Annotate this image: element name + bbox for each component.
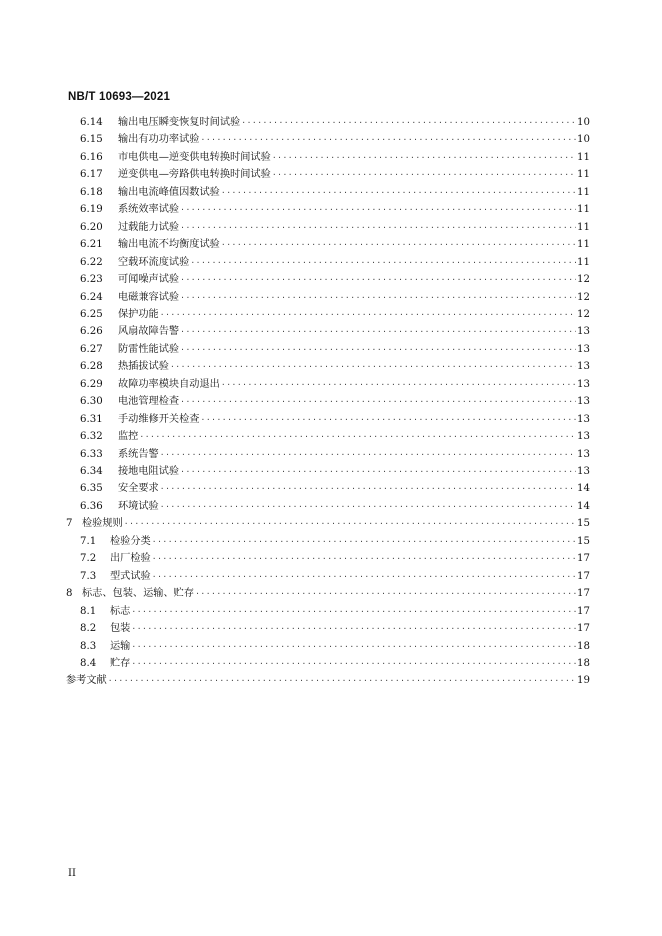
toc-entry-title: 空载环流度试验	[118, 256, 190, 268]
toc-entry-title: 出厂检验	[110, 553, 151, 565]
toc-entry[interactable]	[80, 533, 590, 550]
toc-entry-title: 电磁兼容试验	[118, 291, 180, 303]
toc-entry-page: 11	[577, 204, 590, 216]
toc-entry-number: 6.28	[80, 361, 103, 373]
toc-entry-page: 17	[577, 570, 590, 582]
toc-entry-title: 接地电阻试验	[118, 466, 180, 477]
toc-entry-number: 6.19	[80, 204, 103, 216]
toc-entry-number: 6.32	[80, 431, 103, 443]
toc-entry-page: 14	[577, 483, 590, 495]
toc-dot-leader	[201, 131, 577, 148]
toc-entry-page: 14	[577, 500, 590, 512]
toc-entry[interactable]	[66, 515, 590, 532]
toc-dot-leader	[160, 446, 576, 463]
toc-entry-title: 输出电流不均衡度试验	[118, 239, 220, 251]
toc-entry-page: 13	[577, 448, 590, 460]
toc-entry[interactable]	[80, 411, 590, 428]
toc-entry-title: 电池管理检查	[118, 396, 180, 408]
toc-entry[interactable]	[80, 603, 590, 620]
toc-dot-leader	[160, 480, 576, 497]
toc-entry-page: 11	[577, 169, 590, 181]
toc-entry-title: 输出电流峰值因数试验	[118, 186, 220, 198]
toc-entry-page: 11	[577, 186, 590, 198]
toc-entry-page: 15	[577, 535, 590, 547]
toc-entry-page: 10	[577, 134, 590, 146]
toc-entry[interactable]	[80, 358, 590, 375]
toc-entry[interactable]	[80, 341, 590, 358]
toc-dot-leader	[180, 289, 576, 306]
toc-dot-leader	[180, 341, 576, 358]
toc-entry-page: 12	[577, 291, 590, 303]
toc-dot-leader	[180, 323, 576, 340]
toc-entry-number: 6.16	[80, 151, 103, 163]
toc-dot-leader	[180, 271, 576, 288]
toc-dot-leader	[124, 515, 576, 532]
toc-dot-leader	[131, 655, 576, 672]
toc-entry-page: 17	[577, 605, 590, 617]
standard-code: NB/T 10693—2021	[68, 91, 171, 103]
toc-entry-title: 参考文献	[66, 675, 107, 687]
toc-entry-number: 8.2	[80, 623, 97, 635]
toc-entry-page: 12	[577, 274, 590, 286]
toc-entry-title: 运输	[110, 640, 131, 652]
toc-entry-page: 13	[577, 378, 590, 390]
toc-dot-leader	[160, 306, 576, 323]
toc-entry-number: 6.35	[80, 483, 103, 495]
toc-entry[interactable]	[80, 620, 590, 637]
toc-entry-title: 标志	[110, 605, 131, 617]
toc-entry-title: 安全要求	[118, 483, 159, 495]
toc-entry-number: 8.3	[80, 640, 97, 652]
toc-entry[interactable]	[80, 201, 590, 218]
toc-entry-title: 系统告警	[118, 448, 159, 460]
toc-entry[interactable]	[80, 376, 590, 393]
toc-dot-leader	[272, 166, 576, 183]
toc-dot-leader	[131, 638, 576, 655]
toc-dot-leader	[139, 428, 576, 445]
toc-entry[interactable]	[66, 672, 590, 689]
toc-entry-title: 故障功率模块自动退出	[118, 378, 220, 390]
toc-entry[interactable]	[66, 585, 590, 602]
toc-entry[interactable]	[80, 323, 590, 340]
toc-entry-page: 13	[577, 431, 590, 443]
toc-entry-title: 监控	[118, 431, 139, 443]
toc-entry-title: 逆变供电—旁路供电转换时间试验	[118, 169, 271, 181]
toc-entry[interactable]	[80, 568, 590, 585]
toc-entry-number: 6.29	[80, 378, 103, 390]
toc-entry-number: 8.1	[80, 605, 97, 617]
toc-entry-page: 17	[577, 623, 590, 635]
toc-dot-leader	[221, 184, 576, 201]
page-number: II	[68, 868, 76, 879]
toc-entry-number: 6.22	[80, 256, 103, 268]
toc-entry-page: 12	[577, 308, 590, 320]
toc-entry-title: 手动维修开关检查	[118, 413, 200, 425]
toc-entry-number: 6.14	[80, 117, 103, 128]
toc-entry-number: 6.30	[80, 396, 103, 408]
toc-entry-title: 检验分类	[110, 535, 151, 547]
toc-dot-leader	[201, 411, 577, 428]
toc-dot-leader	[152, 568, 576, 585]
toc-entry[interactable]	[80, 550, 590, 567]
toc-entry-title: 可闻噪声试验	[118, 274, 180, 286]
toc-entry[interactable]	[80, 463, 590, 480]
toc-entry-page: 10	[577, 117, 590, 128]
toc-dot-leader	[180, 201, 576, 218]
toc-dot-leader	[152, 533, 576, 550]
toc-entry-page: 19	[577, 675, 590, 687]
toc-entry[interactable]	[80, 446, 590, 463]
toc-entry-number: 7.1	[80, 535, 97, 547]
toc-entry-number: 6.25	[80, 308, 103, 320]
toc-dot-leader	[195, 585, 576, 602]
toc-entry-page: 11	[577, 256, 590, 268]
toc-dot-leader	[180, 219, 576, 236]
toc-entry-title: 标志、包装、运输、贮存	[82, 588, 195, 600]
toc-entry-title: 热插拔试验	[118, 361, 169, 373]
toc-entry[interactable]	[80, 149, 590, 166]
toc-entry-title: 输出有功功率试验	[118, 134, 200, 146]
toc-entry-number: 6.24	[80, 291, 103, 303]
toc-entry-title: 型式试验	[110, 570, 151, 582]
toc-dot-leader	[272, 149, 576, 166]
toc-entry[interactable]	[80, 166, 590, 183]
toc-entry-title: 风扇故障告警	[118, 326, 180, 338]
toc-entry-number: 8	[66, 588, 73, 600]
toc-entry-page: 13	[577, 413, 590, 425]
toc-entry-number: 8.4	[80, 657, 97, 669]
toc-entry[interactable]	[80, 131, 590, 148]
toc-entry-page: 18	[577, 657, 590, 669]
toc-entry-title: 输出电压瞬变恢复时间试验	[118, 117, 241, 128]
toc-entry-number: 6.15	[80, 134, 103, 146]
toc-entry-page: 13	[577, 466, 590, 477]
toc-entry[interactable]	[80, 219, 590, 236]
toc-dot-leader	[152, 550, 576, 567]
toc-entry[interactable]	[80, 254, 590, 271]
toc-dot-leader	[108, 672, 576, 689]
toc-entry-number: 7.3	[80, 570, 97, 582]
toc-dot-leader	[221, 236, 576, 253]
toc-entry[interactable]	[80, 498, 590, 515]
toc-entry-page: 11	[577, 239, 590, 251]
toc-dot-leader	[170, 358, 576, 375]
toc-entry-number: 6.26	[80, 326, 103, 338]
toc-entry-number: 7.2	[80, 553, 97, 565]
toc-entry-number: 6.27	[80, 343, 103, 355]
toc-entry[interactable]	[80, 655, 590, 672]
toc-entry-title: 过载能力试验	[118, 221, 180, 233]
toc-entry[interactable]	[80, 289, 590, 306]
toc-dot-leader	[221, 376, 576, 393]
toc-entry-title: 环境试验	[118, 500, 159, 512]
toc-entry[interactable]	[80, 114, 590, 131]
toc-entry-page: 11	[577, 221, 590, 233]
toc-entry[interactable]	[80, 393, 590, 410]
toc-entry-number: 6.20	[80, 221, 103, 233]
toc-entry-page: 17	[577, 553, 590, 565]
toc-entry-title: 检验规则	[82, 518, 123, 530]
toc-entry-title: 保护功能	[118, 308, 159, 320]
toc-entry[interactable]	[80, 271, 590, 288]
toc-entry[interactable]	[80, 480, 590, 497]
toc-dot-leader	[180, 463, 576, 480]
toc-dot-leader	[190, 254, 576, 271]
toc-entry-number: 6.18	[80, 186, 103, 198]
toc-entry-page: 13	[577, 343, 590, 355]
toc-dot-leader	[180, 393, 576, 410]
toc-dot-leader	[241, 114, 576, 131]
toc-entry-number: 6.21	[80, 239, 103, 251]
toc-dot-leader	[160, 498, 576, 515]
toc-entry-number: 6.23	[80, 274, 103, 286]
toc-entry[interactable]	[80, 306, 590, 323]
toc-entry-page: 18	[577, 640, 590, 652]
toc-entry-title: 市电供电—逆变供电转换时间试验	[118, 151, 271, 163]
toc-entry-page: 13	[577, 326, 590, 338]
toc-entry-title: 防雷性能试验	[118, 343, 180, 355]
toc-entry-title: 贮存	[110, 657, 131, 669]
toc-entry-page: 11	[577, 151, 590, 163]
toc-entry-number: 6.33	[80, 448, 103, 460]
toc-entry-page: 17	[577, 588, 590, 600]
toc-entry[interactable]	[80, 236, 590, 253]
toc-entry-page: 13	[577, 396, 590, 408]
toc-entry[interactable]	[80, 184, 590, 201]
toc-entry-number: 6.31	[80, 413, 103, 425]
toc-entry[interactable]	[80, 638, 590, 655]
toc-dot-leader	[131, 620, 576, 637]
toc-entry-number: 7	[66, 518, 73, 530]
toc-entry-number: 6.36	[80, 500, 103, 512]
toc-entry-page: 15	[577, 518, 590, 530]
toc-entry[interactable]	[80, 428, 590, 445]
toc-entry-title: 包装	[110, 623, 131, 635]
toc-entry-page: 13	[577, 361, 590, 373]
toc-entry-number: 6.34	[80, 466, 103, 477]
toc-dot-leader	[131, 603, 576, 620]
toc-entry-title: 系统效率试验	[118, 204, 180, 216]
toc-entry-number: 6.17	[80, 169, 103, 181]
